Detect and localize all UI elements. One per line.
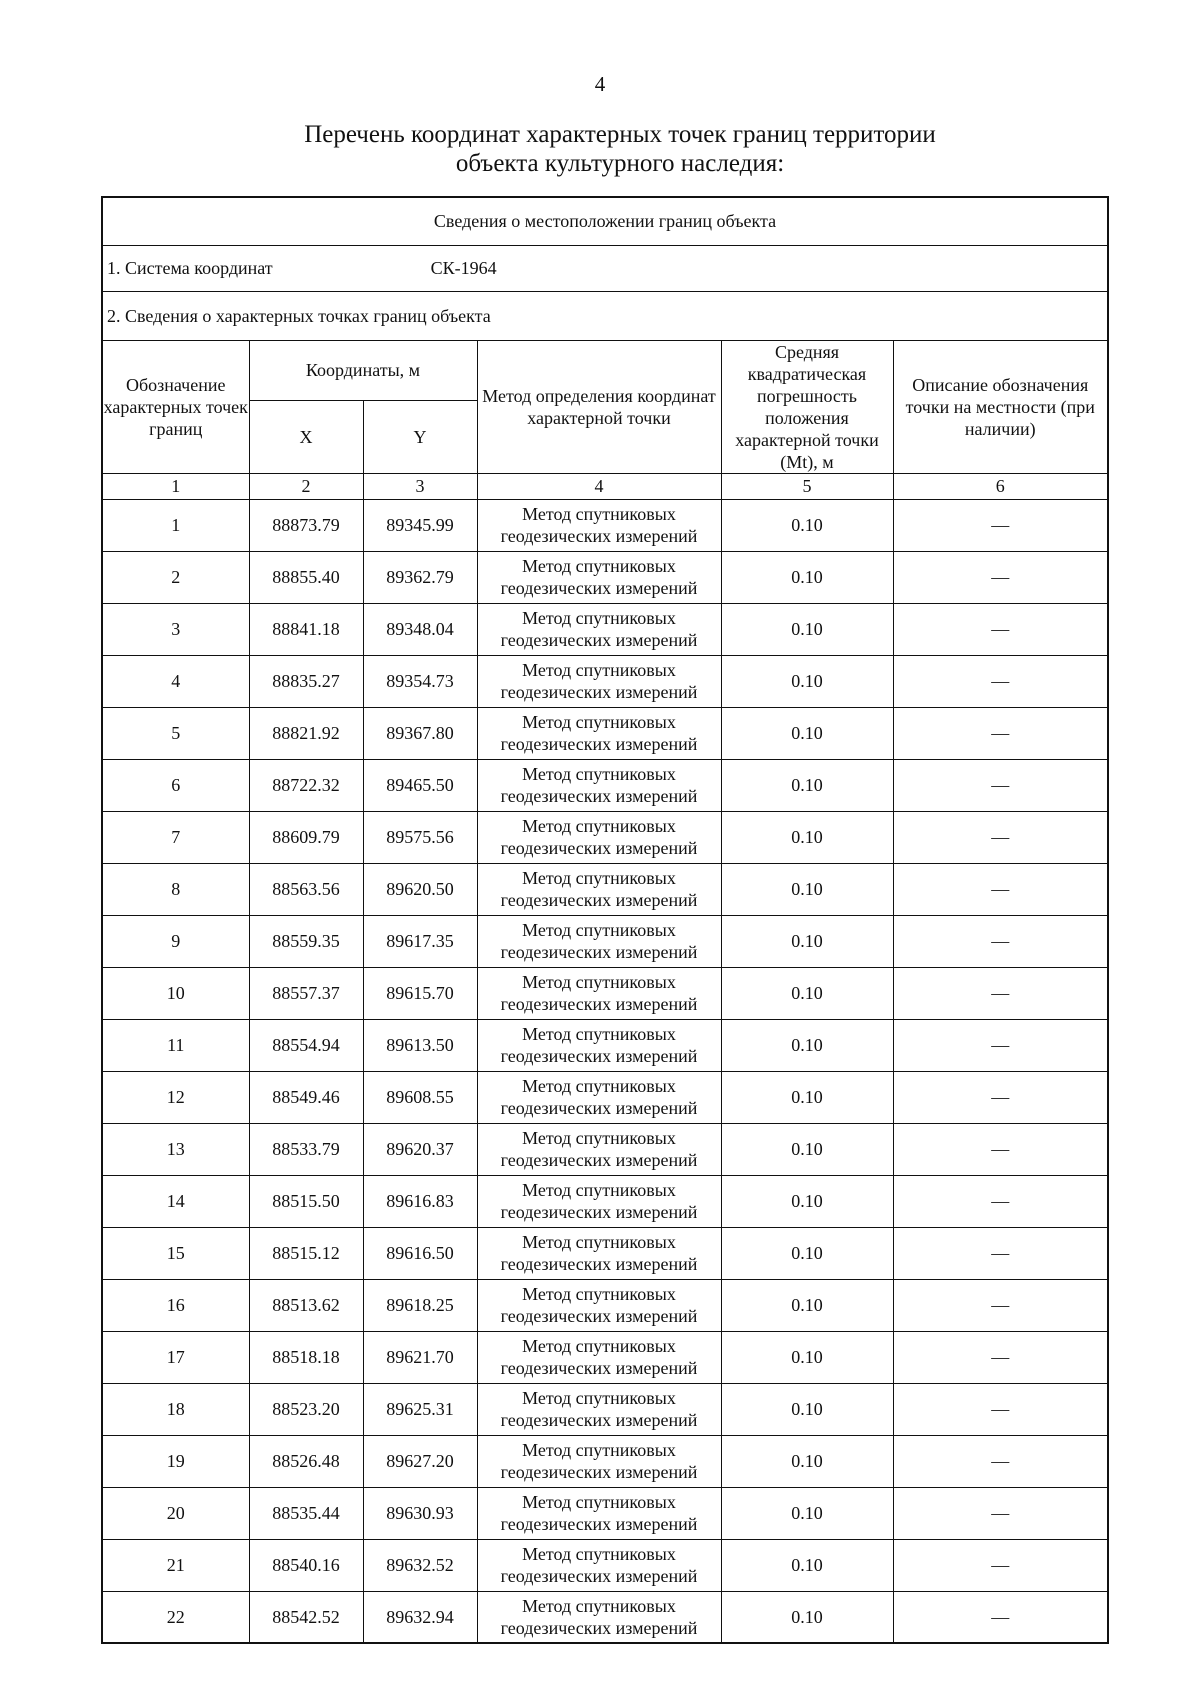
point-x: 88722.32 bbox=[249, 759, 363, 811]
point-error: 0.10 bbox=[721, 967, 893, 1019]
point-description: — bbox=[893, 655, 1108, 707]
point-x: 88563.56 bbox=[249, 863, 363, 915]
point-method bbox=[477, 1591, 721, 1643]
method-line-2: геодезических измерений bbox=[500, 1358, 698, 1378]
point-x: 88533.79 bbox=[249, 1123, 363, 1175]
point-description: — bbox=[893, 1539, 1108, 1591]
point-error: 0.10 bbox=[721, 1591, 893, 1643]
point-y: 89620.50 bbox=[363, 863, 477, 915]
point-y: 89616.83 bbox=[363, 1175, 477, 1227]
method-line-1: Метод спутниковых bbox=[522, 1595, 676, 1616]
point-error: 0.10 bbox=[721, 1175, 893, 1227]
method-line-2: геодезических измерений bbox=[500, 682, 698, 702]
point-y: 89362.79 bbox=[363, 551, 477, 603]
point-number: 18 bbox=[102, 1383, 249, 1435]
column-number: 6 bbox=[893, 473, 1108, 499]
point-method bbox=[477, 863, 721, 915]
method-line-2: геодезических измерений bbox=[500, 1410, 698, 1430]
document-title-line-2: объекта культурного наследия: bbox=[455, 150, 785, 177]
point-y: 89617.35 bbox=[363, 915, 477, 967]
point-number: 3 bbox=[102, 603, 249, 655]
method-line-2: геодезических измерений bbox=[500, 1254, 698, 1274]
point-y: 89608.55 bbox=[363, 1071, 477, 1123]
coordinates-table bbox=[101, 196, 1109, 1644]
column-number: 5 bbox=[721, 473, 893, 499]
point-y: 89345.99 bbox=[363, 499, 477, 551]
point-description: — bbox=[893, 1383, 1108, 1435]
coord-system-row bbox=[102, 245, 1108, 291]
point-x: 88535.44 bbox=[249, 1487, 363, 1539]
point-error: 0.10 bbox=[721, 603, 893, 655]
point-description: — bbox=[893, 967, 1108, 1019]
point-x: 88515.12 bbox=[249, 1227, 363, 1279]
point-method bbox=[477, 1175, 721, 1227]
point-description: — bbox=[893, 915, 1108, 967]
method-line-2: геодезических измерений bbox=[500, 1566, 698, 1586]
point-method bbox=[477, 499, 721, 551]
method-line-2: геодезических измерений bbox=[500, 786, 698, 806]
point-method bbox=[477, 655, 721, 707]
point-number: 10 bbox=[102, 967, 249, 1019]
method-line-2: геодезических измерений bbox=[500, 526, 698, 546]
point-number: 1 bbox=[102, 499, 249, 551]
header-y: Y bbox=[363, 400, 477, 473]
point-number: 7 bbox=[102, 811, 249, 863]
page-number: 4 bbox=[594, 72, 606, 96]
method-line-1: Метод спутниковых bbox=[522, 1440, 676, 1460]
point-x: 88821.92 bbox=[249, 707, 363, 759]
point-error: 0.10 bbox=[721, 1539, 893, 1591]
table-row bbox=[102, 551, 1108, 603]
column-header-row-1 bbox=[102, 340, 1108, 400]
method-line-1: Метод спутниковых bbox=[522, 920, 676, 940]
column-number: 2 bbox=[249, 473, 363, 499]
header-error: Средняя квадратическая погрешность положения характерной точки (Mt), м bbox=[721, 340, 893, 473]
table-row bbox=[102, 1123, 1108, 1175]
point-error: 0.10 bbox=[721, 499, 893, 551]
method-line-1: Метод спутниковых bbox=[522, 1180, 676, 1200]
column-number-row bbox=[102, 473, 1108, 499]
method-line-2: геодезических измерений bbox=[500, 734, 698, 754]
point-number: 20 bbox=[102, 1487, 249, 1539]
point-y: 89367.80 bbox=[363, 707, 477, 759]
point-error: 0.10 bbox=[721, 759, 893, 811]
point-y: 89348.04 bbox=[363, 603, 477, 655]
point-number: 2 bbox=[102, 551, 249, 603]
point-number: 21 bbox=[102, 1539, 249, 1591]
table-row bbox=[102, 603, 1108, 655]
point-method bbox=[477, 1123, 721, 1175]
column-number: 4 bbox=[477, 473, 721, 499]
point-error: 0.10 bbox=[721, 1383, 893, 1435]
table-row bbox=[102, 1383, 1108, 1435]
table-row bbox=[102, 1019, 1108, 1071]
coord-system-label: 1. Система координат bbox=[107, 258, 273, 278]
header-description: Описание обозначения точки на местности (при наличии) bbox=[893, 340, 1108, 473]
point-description: — bbox=[893, 551, 1108, 603]
method-line-1: Метод спутниковых bbox=[522, 972, 676, 992]
table-row bbox=[102, 499, 1108, 551]
point-description: — bbox=[893, 1019, 1108, 1071]
method-line-2: геодезических измерений bbox=[500, 1150, 698, 1170]
point-y: 89632.94 bbox=[363, 1591, 477, 1643]
point-description: — bbox=[893, 1279, 1108, 1331]
method-line-2: геодезических измерений bbox=[500, 890, 698, 910]
point-number: 14 bbox=[102, 1175, 249, 1227]
method-line-2: геодезических измерений bbox=[500, 994, 698, 1014]
point-description: — bbox=[893, 1175, 1108, 1227]
table-row bbox=[102, 811, 1108, 863]
document-title-line-1: Перечень координат характерных точек границ территории bbox=[304, 121, 936, 148]
column-number: 1 bbox=[102, 473, 249, 499]
method-line-2: геодезических измерений bbox=[500, 942, 698, 962]
table-row bbox=[102, 1435, 1108, 1487]
method-line-1: Метод спутниковых bbox=[522, 1284, 676, 1304]
point-description: — bbox=[893, 1227, 1108, 1279]
point-x: 88855.40 bbox=[249, 551, 363, 603]
header-x: X bbox=[249, 400, 363, 473]
point-method bbox=[477, 811, 721, 863]
point-number: 4 bbox=[102, 655, 249, 707]
method-line-1: Метод спутниковых bbox=[522, 1492, 676, 1512]
table-row bbox=[102, 915, 1108, 967]
column-number: 3 bbox=[363, 473, 477, 499]
point-number: 11 bbox=[102, 1019, 249, 1071]
header-designation: Обозначение характерных точек границ bbox=[102, 340, 249, 473]
table-row bbox=[102, 1331, 1108, 1383]
method-line-1: Метод спутниковых bbox=[522, 816, 676, 836]
point-description: — bbox=[893, 707, 1108, 759]
point-error: 0.10 bbox=[721, 1487, 893, 1539]
point-y: 89354.73 bbox=[363, 655, 477, 707]
point-description: — bbox=[893, 603, 1108, 655]
table-row bbox=[102, 707, 1108, 759]
point-description: — bbox=[893, 759, 1108, 811]
point-method bbox=[477, 1539, 721, 1591]
point-x: 88518.18 bbox=[249, 1331, 363, 1383]
point-y: 89618.25 bbox=[363, 1279, 477, 1331]
method-line-2: геодезических измерений bbox=[500, 838, 698, 858]
point-y: 89575.56 bbox=[363, 811, 477, 863]
point-error: 0.10 bbox=[721, 1019, 893, 1071]
point-x: 88841.18 bbox=[249, 603, 363, 655]
method-line-1: Метод спутниковых bbox=[522, 1232, 676, 1252]
point-error: 0.10 bbox=[721, 811, 893, 863]
method-line-1: Метод спутниковых bbox=[522, 1076, 676, 1096]
point-error: 0.10 bbox=[721, 655, 893, 707]
point-x: 88523.20 bbox=[249, 1383, 363, 1435]
point-error: 0.10 bbox=[721, 863, 893, 915]
point-x: 88559.35 bbox=[249, 915, 363, 967]
table-row bbox=[102, 1071, 1108, 1123]
point-x: 88513.62 bbox=[249, 1279, 363, 1331]
point-number: 5 bbox=[102, 707, 249, 759]
point-description: — bbox=[893, 1591, 1108, 1643]
point-number: 6 bbox=[102, 759, 249, 811]
point-description: — bbox=[893, 1435, 1108, 1487]
point-y: 89465.50 bbox=[363, 759, 477, 811]
table-row bbox=[102, 759, 1108, 811]
point-method bbox=[477, 967, 721, 1019]
point-error: 0.10 bbox=[721, 1279, 893, 1331]
point-description: — bbox=[893, 499, 1108, 551]
method-line-2: геодезических измерений bbox=[500, 1306, 698, 1326]
point-method bbox=[477, 1019, 721, 1071]
point-error: 0.10 bbox=[721, 1123, 893, 1175]
point-method bbox=[477, 707, 721, 759]
point-number: 15 bbox=[102, 1227, 249, 1279]
method-line-1: Метод спутниковых bbox=[522, 608, 676, 628]
point-y: 89616.50 bbox=[363, 1227, 477, 1279]
point-number: 13 bbox=[102, 1123, 249, 1175]
point-y: 89621.70 bbox=[363, 1331, 477, 1383]
method-line-1: Метод спутниковых bbox=[522, 712, 676, 732]
point-x: 88549.46 bbox=[249, 1071, 363, 1123]
point-x: 88526.48 bbox=[249, 1435, 363, 1487]
table-row bbox=[102, 1487, 1108, 1539]
point-number: 17 bbox=[102, 1331, 249, 1383]
point-error: 0.10 bbox=[721, 707, 893, 759]
method-line-2: геодезических измерений bbox=[500, 1202, 698, 1222]
method-line-1: Метод спутниковых bbox=[522, 1336, 676, 1356]
point-method bbox=[477, 1383, 721, 1435]
point-y: 89632.52 bbox=[363, 1539, 477, 1591]
section-header: Сведения о местоположении границ объекта bbox=[102, 197, 1108, 245]
point-method bbox=[477, 551, 721, 603]
point-method bbox=[477, 1227, 721, 1279]
method-line-1: Метод спутниковых bbox=[522, 556, 676, 576]
table-row bbox=[102, 1591, 1108, 1643]
method-line-1: Метод спутниковых bbox=[522, 1024, 676, 1044]
point-number: 16 bbox=[102, 1279, 249, 1331]
method-line-2: геодезических измерений bbox=[500, 578, 698, 598]
point-number: 9 bbox=[102, 915, 249, 967]
coord-system-cell bbox=[102, 245, 1108, 291]
point-method bbox=[477, 603, 721, 655]
point-number: 19 bbox=[102, 1435, 249, 1487]
method-line-1: Метод спутниковых bbox=[522, 1388, 676, 1408]
point-error: 0.10 bbox=[721, 1435, 893, 1487]
coord-system-value: СК-1964 bbox=[430, 258, 497, 278]
table-row bbox=[102, 1175, 1108, 1227]
point-number: 22 bbox=[102, 1591, 249, 1643]
method-line-1: Метод спутниковых bbox=[522, 764, 676, 784]
table-row bbox=[102, 863, 1108, 915]
point-method bbox=[477, 1435, 721, 1487]
section-header-row bbox=[102, 197, 1108, 245]
point-method bbox=[477, 915, 721, 967]
point-description: — bbox=[893, 1123, 1108, 1175]
header-coordinates: Координаты, м bbox=[249, 340, 477, 400]
method-line-2: геодезических измерений bbox=[500, 1514, 698, 1534]
point-x: 88873.79 bbox=[249, 499, 363, 551]
method-line-1: Метод спутниковых bbox=[522, 868, 676, 888]
table-row bbox=[102, 1279, 1108, 1331]
method-line-1: Метод спутниковых bbox=[522, 1128, 676, 1148]
point-description: — bbox=[893, 863, 1108, 915]
method-line-2: геодезических измерений bbox=[500, 1462, 698, 1482]
point-error: 0.10 bbox=[721, 1227, 893, 1279]
point-description: — bbox=[893, 1331, 1108, 1383]
point-x: 88542.52 bbox=[249, 1591, 363, 1643]
table-row bbox=[102, 1227, 1108, 1279]
point-number: 12 bbox=[102, 1071, 249, 1123]
point-y: 89627.20 bbox=[363, 1435, 477, 1487]
method-line-2: геодезических измерений bbox=[500, 1098, 698, 1118]
point-x: 88835.27 bbox=[249, 655, 363, 707]
method-line-1: Метод спутниковых bbox=[522, 504, 676, 524]
points-header: 2. Сведения о характерных точках границ объекта bbox=[102, 291, 1108, 340]
point-x: 88540.16 bbox=[249, 1539, 363, 1591]
table-row bbox=[102, 1539, 1108, 1591]
point-number: 8 bbox=[102, 863, 249, 915]
point-x: 88557.37 bbox=[249, 967, 363, 1019]
method-line-1: Метод спутниковых bbox=[522, 660, 676, 680]
point-x: 88515.50 bbox=[249, 1175, 363, 1227]
point-method bbox=[477, 1331, 721, 1383]
point-error: 0.10 bbox=[721, 1331, 893, 1383]
point-error: 0.10 bbox=[721, 915, 893, 967]
point-error: 0.10 bbox=[721, 1071, 893, 1123]
method-line-2: геодезических измерений bbox=[500, 1046, 698, 1066]
method-line-2: геодезических измерений bbox=[500, 1617, 698, 1638]
point-y: 89625.31 bbox=[363, 1383, 477, 1435]
point-y: 89620.37 bbox=[363, 1123, 477, 1175]
points-header-row bbox=[102, 291, 1108, 340]
point-description: — bbox=[893, 1071, 1108, 1123]
point-y: 89630.93 bbox=[363, 1487, 477, 1539]
method-line-1: Метод спутниковых bbox=[522, 1544, 676, 1564]
table-row bbox=[102, 967, 1108, 1019]
method-line-2: геодезических измерений bbox=[500, 630, 698, 650]
point-description: — bbox=[893, 811, 1108, 863]
point-x: 88554.94 bbox=[249, 1019, 363, 1071]
point-description: — bbox=[893, 1487, 1108, 1539]
point-method bbox=[477, 1487, 721, 1539]
table-row bbox=[102, 655, 1108, 707]
document-title bbox=[200, 120, 1040, 178]
header-method: Метод определения координат характерной точки bbox=[477, 340, 721, 473]
point-method bbox=[477, 759, 721, 811]
point-y: 89615.70 bbox=[363, 967, 477, 1019]
point-method bbox=[477, 1279, 721, 1331]
point-x: 88609.79 bbox=[249, 811, 363, 863]
point-y: 89613.50 bbox=[363, 1019, 477, 1071]
point-method bbox=[477, 1071, 721, 1123]
point-error: 0.10 bbox=[721, 551, 893, 603]
